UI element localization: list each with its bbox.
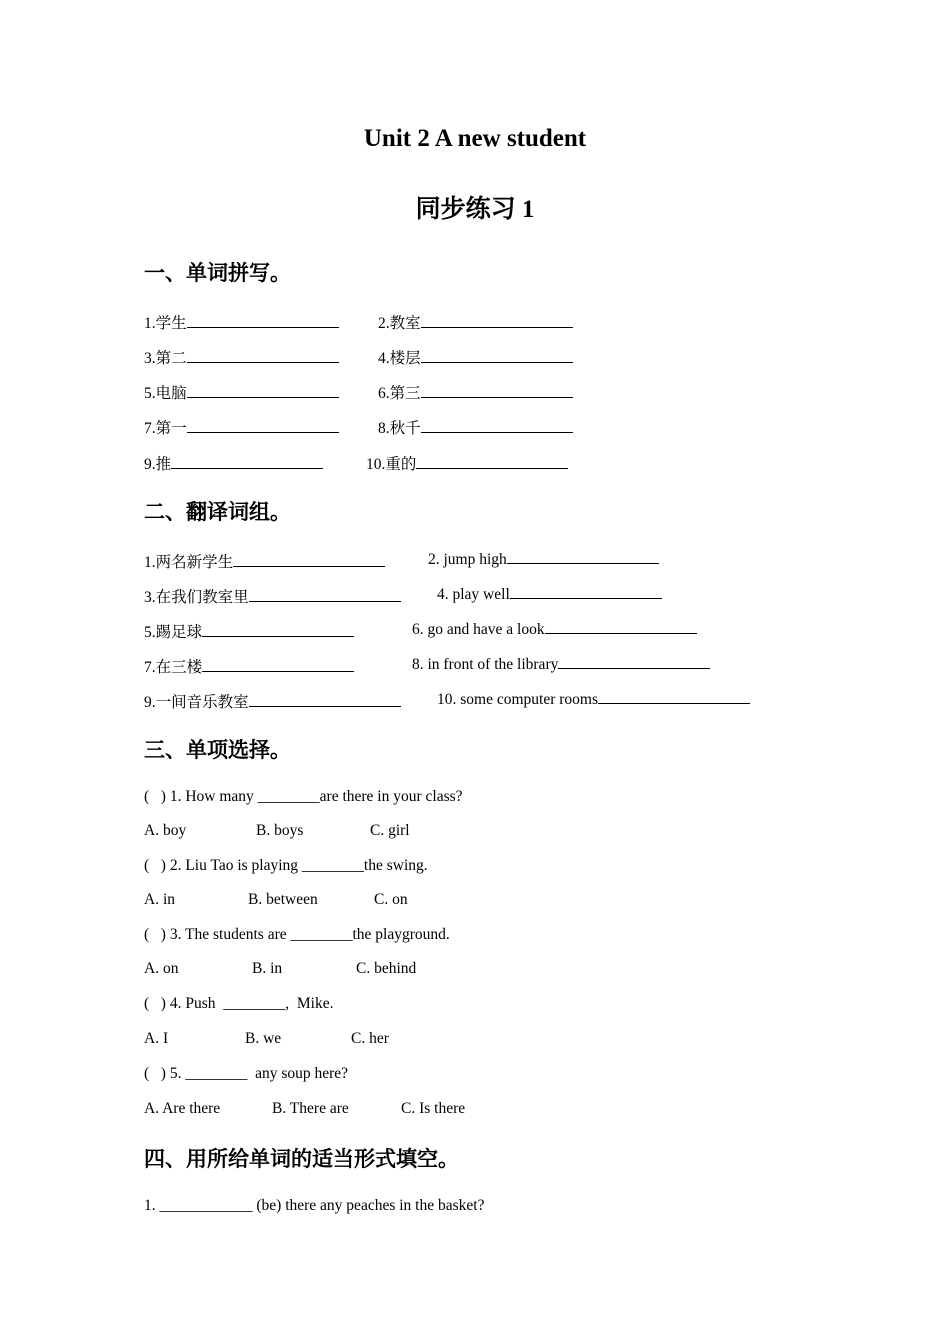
answer-blank[interactable] xyxy=(421,419,573,433)
answer-blank[interactable] xyxy=(421,314,573,328)
word-item: 5.电脑 xyxy=(144,381,339,403)
phrase-item: 4. play well xyxy=(437,585,662,604)
answer-blank[interactable] xyxy=(187,314,339,328)
phrase-item: 7.在三楼 xyxy=(144,655,354,677)
answer-blank[interactable] xyxy=(171,455,323,469)
answer-blank[interactable] xyxy=(558,655,710,669)
answer-blank[interactable] xyxy=(598,690,750,704)
phrase-item: 2. jump high xyxy=(428,550,659,569)
word-item: 9.推 xyxy=(144,452,323,474)
option-a[interactable]: A. I xyxy=(144,1030,169,1047)
word-item: 4.楼层 xyxy=(378,346,573,368)
answer-blank[interactable] xyxy=(507,550,659,564)
word-item: 6.第三 xyxy=(378,381,573,403)
answer-blank[interactable] xyxy=(249,693,401,707)
section-heading-2: 二、翻译词组。 xyxy=(144,500,291,524)
option-c[interactable]: C. on xyxy=(374,891,408,908)
page-subtitle: 同步练习 1 xyxy=(415,196,535,223)
option-c[interactable]: C. her xyxy=(351,1030,389,1047)
phrase-item: 8. in front of the library xyxy=(412,655,710,674)
option-b[interactable]: B. boys xyxy=(256,822,304,839)
option-c[interactable]: C. Is there xyxy=(401,1100,466,1117)
question-stem: ( ) 3. The students are ________the playground. xyxy=(144,926,450,943)
section-heading-1: 一、单词拼写。 xyxy=(144,261,291,285)
answer-blank[interactable] xyxy=(233,553,385,567)
option-b[interactable]: B. in xyxy=(252,960,283,977)
option-a[interactable]: A. in xyxy=(144,891,175,908)
answer-blank[interactable] xyxy=(249,588,401,602)
answer-blank[interactable] xyxy=(202,658,354,672)
fill-blank-item[interactable]: 1. ____________ (be) there any peaches in the basket? xyxy=(144,1197,485,1214)
answer-blank[interactable] xyxy=(416,455,568,469)
phrase-item: 1.两名新学生 xyxy=(144,550,385,572)
option-a[interactable]: A. on xyxy=(144,960,179,977)
option-a[interactable]: A. Are there xyxy=(144,1100,221,1117)
phrase-item: 3.在我们教室里 xyxy=(144,585,401,607)
answer-blank[interactable] xyxy=(187,419,339,433)
question-stem: ( ) 4. Push ________, Mike. xyxy=(144,995,334,1012)
phrase-item: 10. some computer rooms xyxy=(437,690,750,709)
option-a[interactable]: A. boy xyxy=(144,822,187,839)
page-title: Unit 2 A new student xyxy=(363,125,587,152)
phrase-item: 9.一间音乐教室 xyxy=(144,690,401,712)
word-item: 3.第二 xyxy=(144,346,339,368)
answer-blank[interactable] xyxy=(421,384,573,398)
answer-blank[interactable] xyxy=(187,349,339,363)
question-stem: ( ) 5. ________ any soup here? xyxy=(144,1065,349,1082)
question-stem: ( ) 1. How many ________are there in your class? xyxy=(144,788,463,805)
phrase-item: 6. go and have a look xyxy=(412,620,697,639)
option-b[interactable]: B. between xyxy=(248,891,318,908)
answer-blank[interactable] xyxy=(421,349,573,363)
question-stem: ( ) 2. Liu Tao is playing ________the swing. xyxy=(144,857,428,874)
word-item: 2.教室 xyxy=(378,311,573,333)
word-item: 8.秋千 xyxy=(378,416,573,438)
section-heading-3: 三、单项选择。 xyxy=(144,738,291,762)
option-b[interactable]: B. There are xyxy=(272,1100,349,1117)
option-c[interactable]: C. girl xyxy=(370,822,410,839)
word-item: 7.第一 xyxy=(144,416,339,438)
word-item: 10.重的 xyxy=(366,452,568,474)
option-b[interactable]: B. we xyxy=(245,1030,282,1047)
word-item: 1.学生 xyxy=(144,311,339,333)
answer-blank[interactable] xyxy=(510,585,662,599)
answer-blank[interactable] xyxy=(187,384,339,398)
phrase-item: 5.踢足球 xyxy=(144,620,354,642)
answer-blank[interactable] xyxy=(545,620,697,634)
answer-blank[interactable] xyxy=(202,623,354,637)
option-c[interactable]: C. behind xyxy=(356,960,417,977)
section-heading-4: 四、用所给单词的适当形式填空。 xyxy=(144,1147,459,1171)
